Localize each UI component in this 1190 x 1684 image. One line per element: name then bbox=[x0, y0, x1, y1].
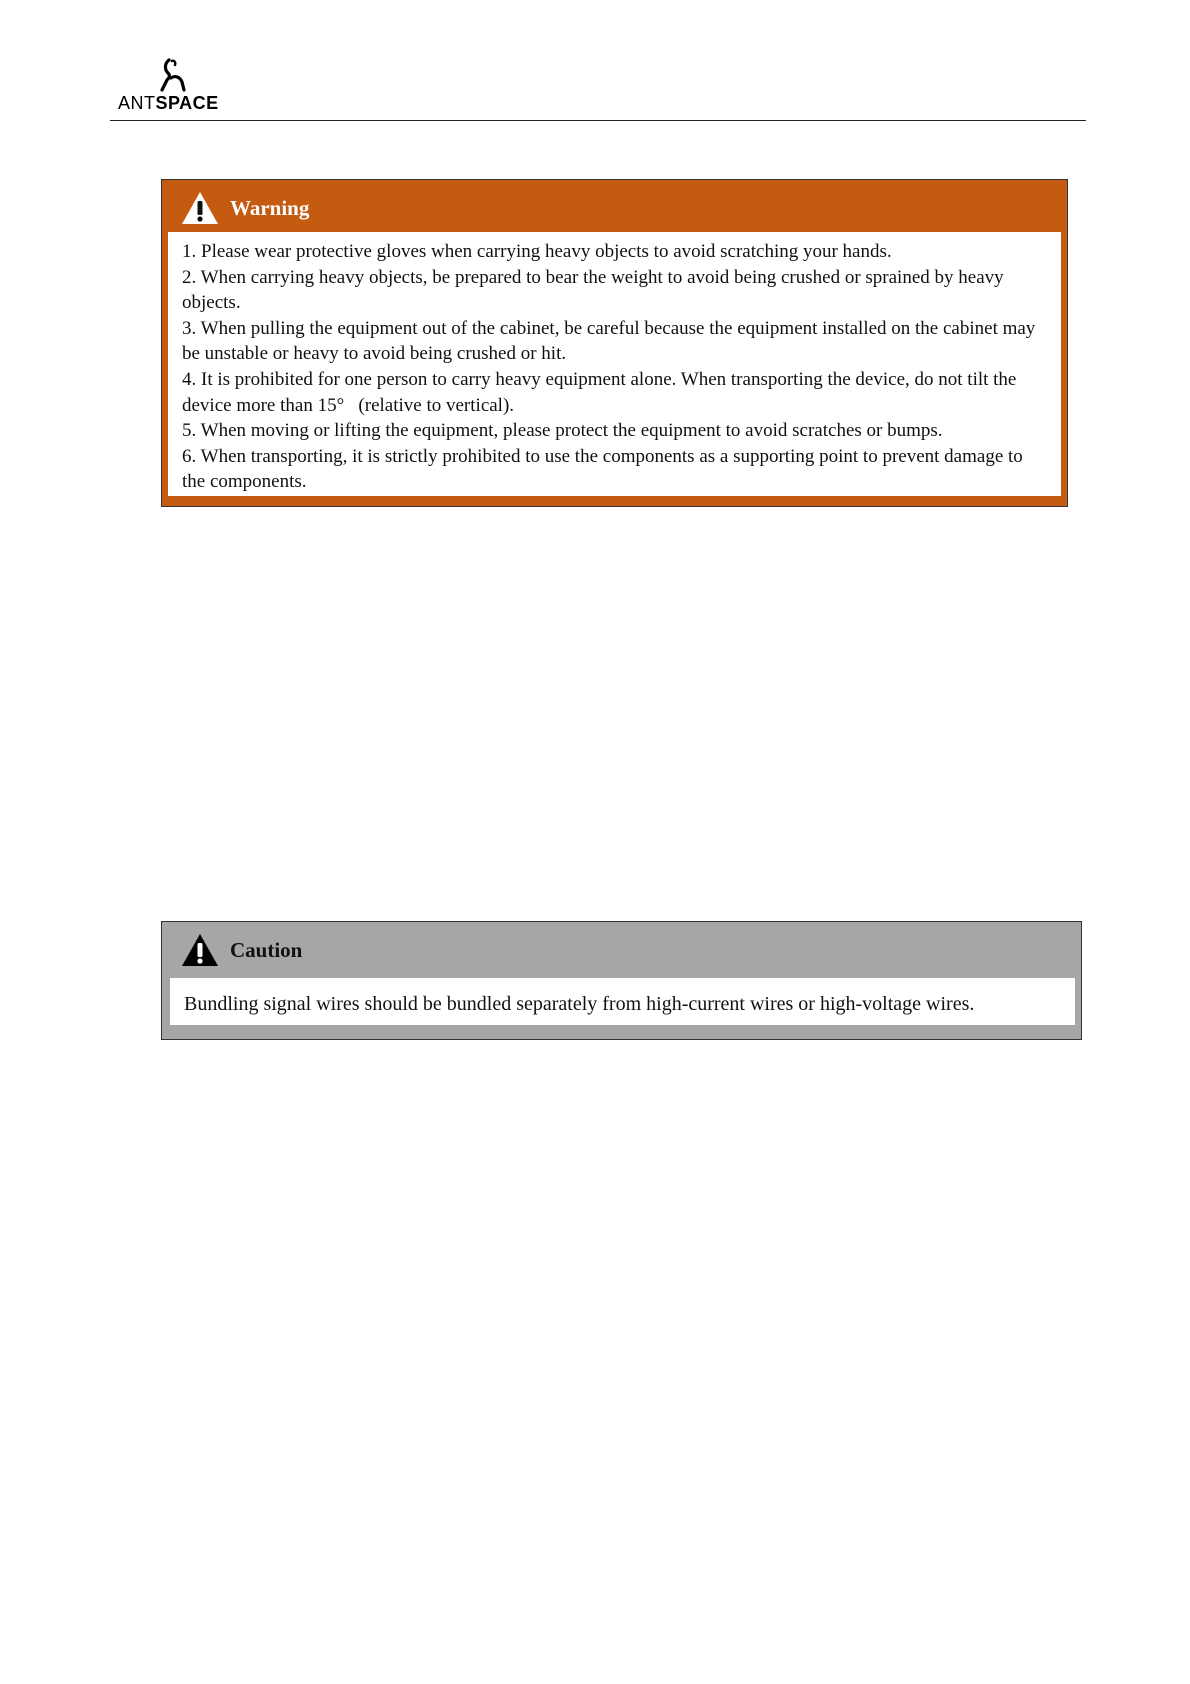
warning-item: 5. When moving or lifting the equipment, please protect the equipment to avoid scratches or bumps. bbox=[182, 420, 943, 442]
warning-title: Warning bbox=[230, 195, 310, 220]
caution-title: Caution bbox=[230, 937, 303, 962]
caution-header bbox=[180, 931, 302, 969]
caution-triangle-icon bbox=[180, 932, 220, 968]
logo-text bbox=[118, 93, 219, 114]
antspace-logo bbox=[118, 58, 228, 114]
logo-text-space: SPACE bbox=[155, 93, 219, 113]
caution-text: Bundling signal wires should be bundled separately from high-current wires or high-voltage wires. bbox=[184, 993, 975, 1015]
warning-item: 2. When carrying heavy objects, be prepared to bear the weight to avoid being crushed or sprained by heavy objects. bbox=[182, 266, 1004, 314]
warning-triangle-icon bbox=[180, 190, 220, 226]
warning-box bbox=[161, 179, 1068, 507]
logo-text-ant: ANT bbox=[118, 93, 156, 113]
warning-item: 1. Please wear protective gloves when carrying heavy objects to avoid scratching your hands. bbox=[182, 241, 892, 262]
warning-body bbox=[168, 232, 1061, 496]
warning-item: 4. It is prohibited for one person to carry heavy equipment alone. When transporting the device, do not tilt the device more than 15° (relative to vertical). bbox=[182, 368, 1017, 416]
ant-logo-icon bbox=[158, 58, 188, 92]
warning-item: 3. When pulling the equipment out of the cabinet, be careful because the equipment installed on the cabinet may be unstable or heavy to avoid being crushed or hit. bbox=[182, 317, 1036, 365]
caution-body bbox=[170, 978, 1075, 1025]
warning-header bbox=[180, 189, 309, 227]
page-header bbox=[110, 58, 1086, 121]
warning-list bbox=[182, 239, 1049, 495]
caution-box bbox=[161, 921, 1082, 1040]
warning-item: 6. When transporting, it is strictly prohibited to use the components as a supporting point to prevent damage to the components. bbox=[182, 445, 1023, 493]
